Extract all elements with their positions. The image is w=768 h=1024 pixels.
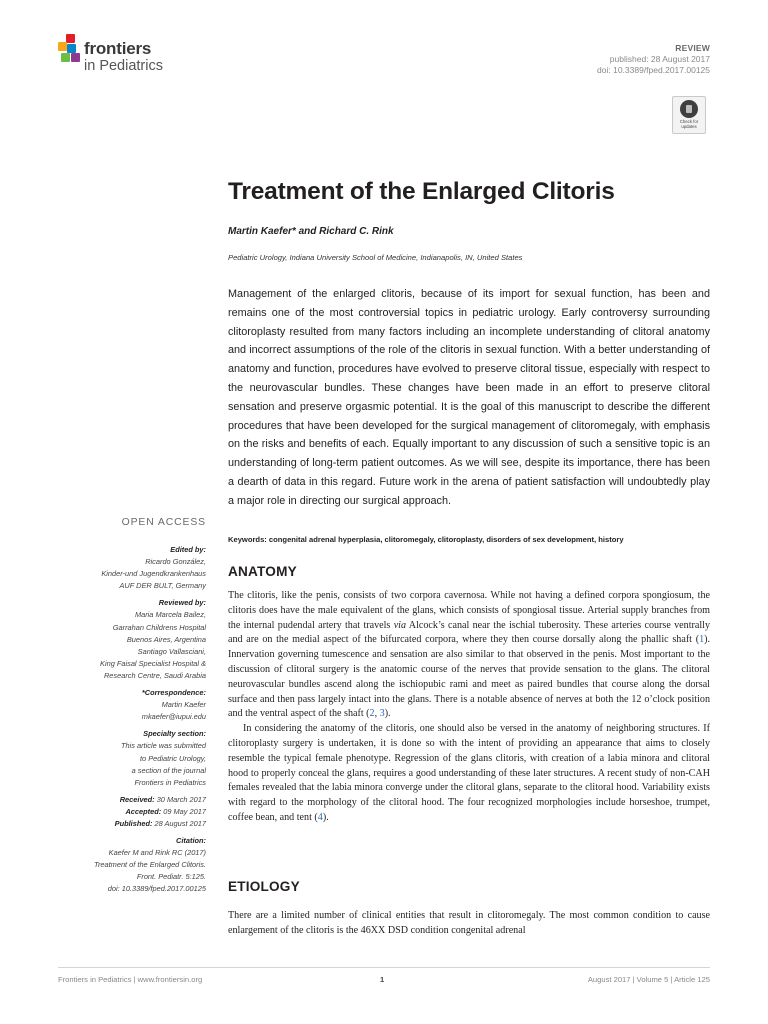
article-authors: Martin Kaefer* and Richard C. Rink bbox=[228, 226, 394, 237]
edited-by-group: Edited by: Ricardo González, Kinder-und Jugendkrankenhaus AUF DER BULT, Germany bbox=[101, 545, 206, 591]
correspondence-email-link[interactable]: mkaefer@iupui.edu bbox=[141, 712, 206, 722]
footer-journal-link[interactable]: Frontiers in Pediatrics | www.frontiersin.org bbox=[58, 975, 203, 984]
check-for-updates-badge[interactable] bbox=[672, 96, 706, 134]
bookmark-icon bbox=[680, 100, 698, 118]
page-number: 1 bbox=[380, 975, 385, 984]
open-access-label: OPEN ACCESS bbox=[121, 517, 206, 528]
check-updates-label: Check for updates bbox=[679, 119, 699, 129]
published-date: published: 28 August 2017 bbox=[609, 54, 710, 64]
article-info-sidebar bbox=[58, 544, 206, 901]
citation-group: Citation: Kaefer M and Rink RC (2017) Treatment of the Enlarged Clitoris. Front. Pediatr. 5:125. doi: 10.3389/fped.2017.00125 bbox=[93, 836, 206, 894]
brand-name: frontiers bbox=[84, 39, 152, 58]
abstract: Management of the enlarged clitoris, because of its import for sexual function, has been and remains one of the most controversial topics in pediatric urology. Early controversy surrounding clitoroplasty resulted from many factors including an incomplete understanding of clitoral anatomy and incorrect assumptions of the role of the clitoris in sexual function. With a better understanding of anatomy and function, procedures have evolved to preserve clitoral tissue, especially with respect to the neurovascular bundles. These changes have been made in an effort to preserve clitoral sensation and preserve orgasmic potential. It is the goal of this manuscript to describe the different procedures that have been developed for the surgical management of clitoromegaly, with emphasis on the risks and benefits of each. Equally important to any discussion of such a sensitive topic is an understanding of long-term patient outcomes. As we will see, despite its importance, there has been a dearth of data in this regard. Future work in the arena of patient satisfaction will undoubtedly play a major role in directing our surgical approach. bbox=[228, 288, 710, 507]
specialty-section-group: Specialty section: This article was submitted to Pediatric Urology, a section of the journal Frontiers in Pediatrics bbox=[120, 729, 206, 787]
etiology-paragraph-1: There are a limited number of clinical entities that result in clitoromegaly. The most common condition to cause enlargement of the clitoris is the 46XX DSD condition congenital adrenal bbox=[228, 910, 710, 936]
journal-logo[interactable] bbox=[58, 34, 198, 84]
article-type: REVIEW bbox=[675, 43, 710, 53]
frontiers-logo-icon bbox=[58, 34, 84, 64]
anatomy-paragraph-2: In considering the anatomy of the clitoris, one should also be versed in the anatomy of neighboring structures. If clitoroplasty surgery is undertaken, it is done so with the intent of providing an appearance that aims to closely resemble the typical female phenotype. Regression of the glans clitoris, with creation of a labia minora and clitoral hood to properly conceal the glans, requires a good understanding of these later structures. A recent study of non-CAH females revealed that the labia minora converge under the clitoral glans, separate to the clitoral hood. Variability exists with regard to the morphology of the clitoral hood. The four recognized morphologies include horseshoe, trumpet, coffee bean, and tent (4). bbox=[228, 723, 710, 823]
citation-link[interactable]: 3 bbox=[379, 708, 385, 720]
section-heading-anatomy: ANATOMY bbox=[228, 564, 297, 579]
anatomy-paragraph-1: The clitoris, like the penis, consists of two corpora cavernosa. While not having a defined corpora spongiosum, the clitoris does have the male equivalent of the glans, which consists of spongiosal tissue. Arterial supply branches from the internal pudendal artery that travels via Alcock’s canal near the ischial tuberosity. These arteries course ventrally and are on the medial aspect of the bifurcated corpora, where they then course dorsally along the phallic shaft (1). Innervation governing tumescence and sensation are also similar to that observed in the penis. Most important to the discussion of clitoral surgery is the anatomic course of the nerves that provide sensation to the glans. The clitoral neurovascular bundles ascend along the ischiopubic rami and meet as paired bundles that course along the dorsal surface and then pass largely intact into the glans. There is a notable absence of nerves at both the 12 o’clock position and the ventral aspect of the shaft (2, 3). bbox=[228, 590, 710, 720]
section-heading-etiology: ETIOLOGY bbox=[228, 879, 300, 894]
doi[interactable]: doi: 10.3389/fped.2017.00125 bbox=[597, 65, 710, 75]
keywords: Keywords: congenital adrenal hyperplasia, clitoromegaly, clitoroplasty, disorders of sex development, history bbox=[228, 535, 624, 544]
anatomy-body bbox=[228, 589, 710, 826]
footer-issue-info: August 2017 | Volume 5 | Article 125 bbox=[587, 975, 710, 984]
reviewed-by-group: Reviewed by: Maria Marcela Bailez, Garrahan Childrens Hospital Buenos Aires, Argentina Santiago Vallasciani, King Faisal Specialist Hospital & Research Centre, Saudi Arabia bbox=[100, 598, 206, 680]
etiology-body bbox=[228, 909, 710, 939]
author-affiliation: Pediatric Urology, Indiana University School of Medicine, Indianapolis, IN, United States bbox=[228, 253, 523, 262]
article-meta bbox=[597, 43, 710, 76]
journal-name: in Pediatrics bbox=[84, 58, 163, 74]
citation-link[interactable]: 1 bbox=[699, 634, 705, 646]
citation-link[interactable]: 2 bbox=[369, 708, 375, 720]
citation-link[interactable]: 4 bbox=[317, 811, 323, 823]
correspondence-group: *Correspondence: Martin Kaefer mkaefer@iupui.edu bbox=[58, 687, 206, 723]
footer-divider bbox=[58, 967, 710, 968]
article-title: Treatment of the Enlarged Clitoris bbox=[228, 178, 615, 205]
dates-group: Received: 30 March 2017 Accepted: 09 May 2017 Published: 28 August 2017 bbox=[114, 794, 206, 828]
